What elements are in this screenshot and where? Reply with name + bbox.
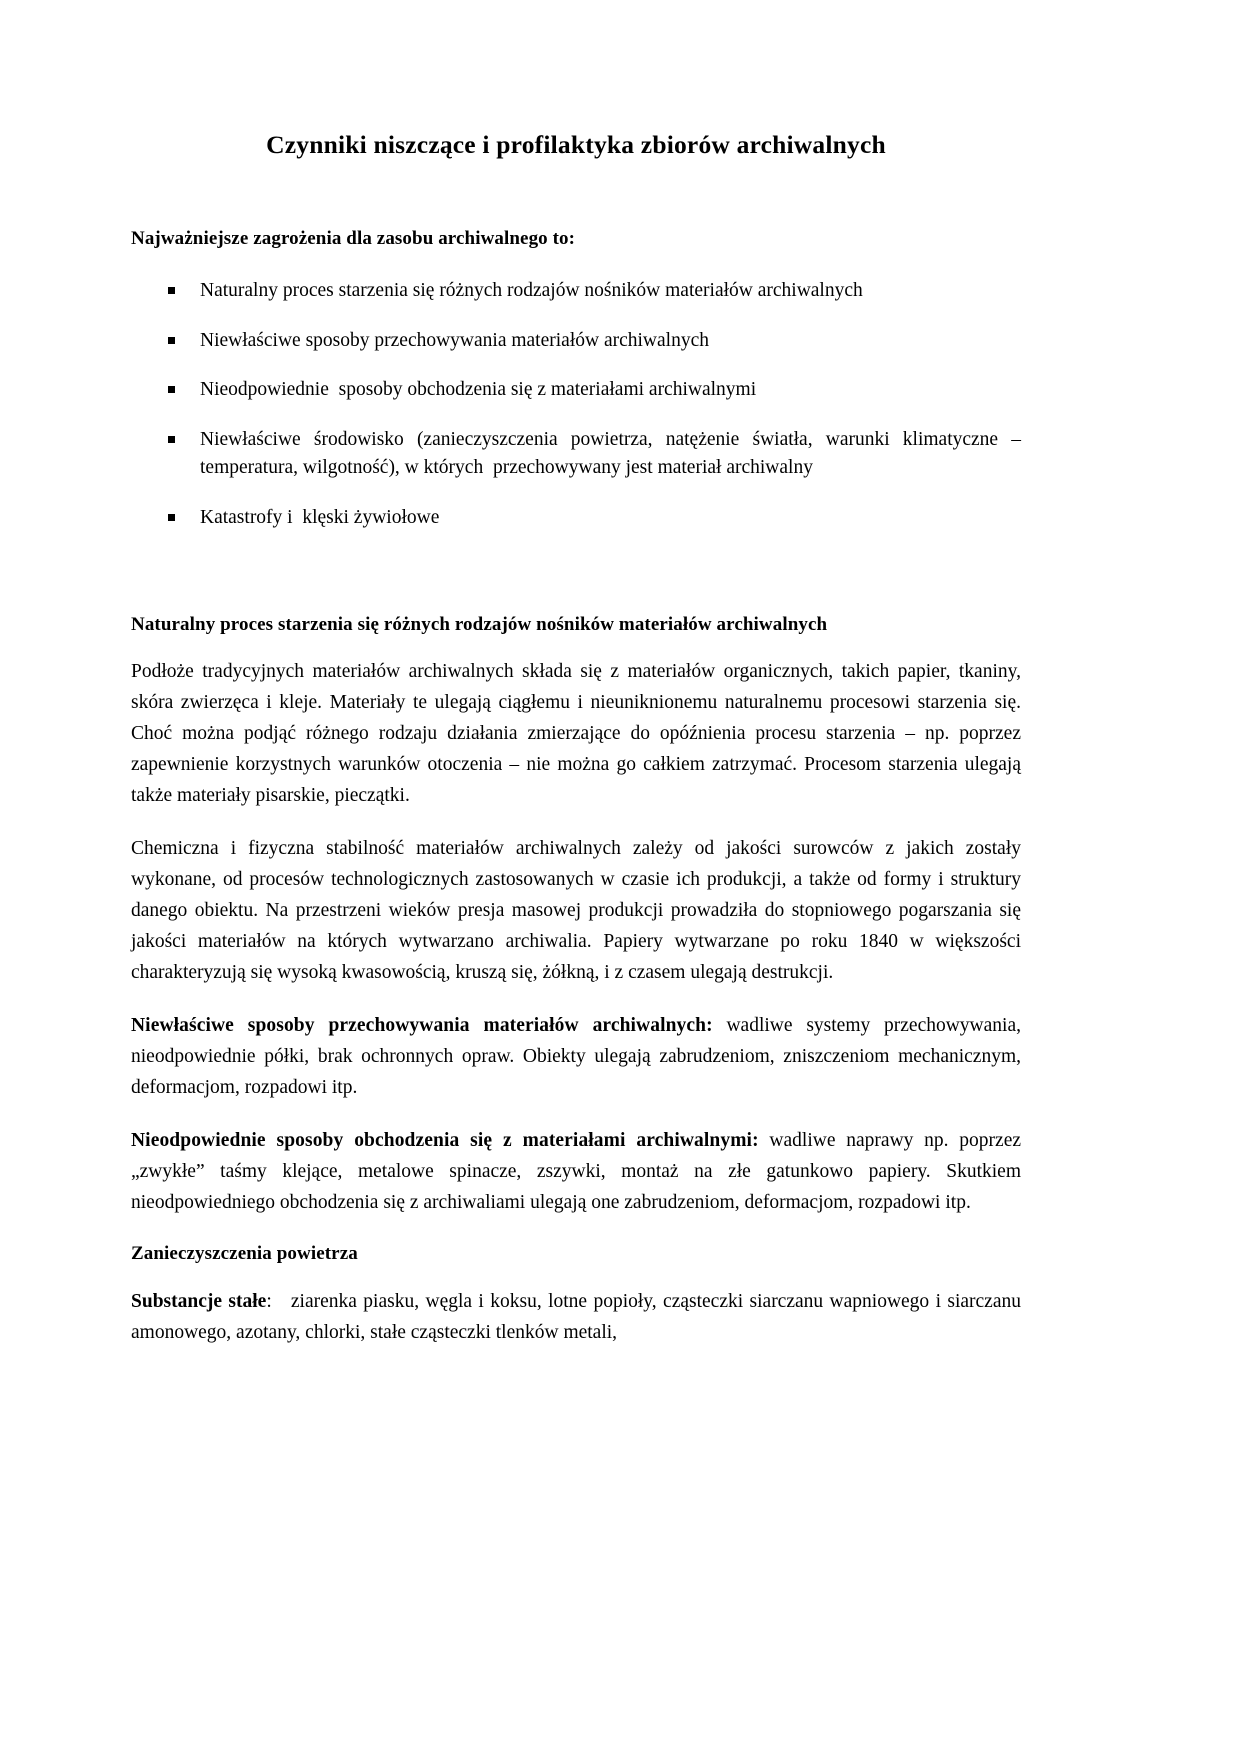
list-item-text: Naturalny proces starzenia się różnych rodzajów nośników materiałów archiwalnych bbox=[200, 280, 863, 302]
runin-heading-improper-handling: Nieodpowiednie sposoby obchodzenia się z materiałami archiwalnymi: bbox=[131, 1129, 759, 1151]
lead-heading: Najważniejsze zagrożenia dla zasobu archiwalnego to: bbox=[131, 227, 576, 249]
section-heading-natural-aging: Naturalny proces starzenia się różnych rodzajów nośników materiałów archiwalnych bbox=[131, 614, 828, 636]
square-bullet-icon bbox=[168, 514, 175, 521]
square-bullet-icon bbox=[168, 337, 175, 344]
list-item bbox=[131, 376, 1021, 404]
runin-heading-solid-substances: Substancje stałe bbox=[131, 1291, 267, 1313]
hazards-list bbox=[131, 251, 1026, 532]
list-item-text: Niewłaściwe sposoby przechowywania materiałów archiwalnych bbox=[200, 329, 709, 351]
runin-body-improper-handling: wadliwe naprawy np. poprzez „zwykłe” taśmy klejące, metalowe spinacze, zszywki, montaż na złe gatunkowo papiery. Skutkiem nieodpowiedniego obchodzenia się z archiwaliami ulegają one zabrudzeniom, deformacjom, rozpadowi itp. bbox=[131, 1129, 1022, 1213]
runin-heading-improper-storage: Niewłaściwe sposoby przechowywania materiałów archiwalnych: bbox=[131, 1014, 713, 1036]
list-item bbox=[131, 504, 1021, 532]
paragraph-improper-storage bbox=[131, 988, 1021, 1103]
square-bullet-icon bbox=[168, 436, 175, 443]
list-item bbox=[131, 426, 1026, 483]
square-bullet-icon bbox=[168, 386, 175, 393]
paragraph-improper-handling bbox=[131, 1103, 1021, 1218]
list-item-text: Niewłaściwe środowisko (zanieczyszczenia powietrza, natężenie światła, warunki klimatyczne – temperatura, wilgotność), w których przechowywany jest materiał archiwalny bbox=[200, 428, 1026, 479]
paragraph-natural-aging-1: Podłoże tradycyjnych materiałów archiwalnych składa się z materiałów organicznych, takich papier, tkaniny, skóra zwierzęca i kleje. Materiały te ulegają ciągłemu i nieuniknionemu naturalnemu procesowi starzenia się. Choć można podjąć różnego rodzaju działania zmierzające do opóźnienia procesu starzenia – np. poprzez zapewnienie korzystnych warunków otoczenia – nie można go całkiem zatrzymać. Procesom starzenia ulegają także materiały pisarskie, pieczątki. bbox=[131, 660, 1021, 806]
list-item bbox=[131, 277, 1021, 305]
runin-body-improper-storage: wadliwe systemy przechowywania, nieodpowiednie półki, brak ochronnych opraw. Obiekty ulegają zabrudzeniom, zniszczeniom mechanicznym, deformacjom, rozpadowi itp. bbox=[131, 1014, 1021, 1098]
paragraph-solid-substances bbox=[131, 1266, 1026, 1348]
runin-body-solid-substances: : ziarenka piasku, węgla i koksu, lotne popioły, cząsteczki siarczanu wapniowego i siarczanu amonowego, azotany, chlorki, stałe cząsteczki tlenków metali, bbox=[131, 1291, 1026, 1344]
list-item bbox=[131, 327, 1021, 355]
list-item-text: Nieodpowiednie sposoby obchodzenia się z materiałami archiwalnymi bbox=[200, 379, 757, 401]
square-bullet-icon bbox=[168, 287, 175, 294]
section-heading-air-pollution: Zanieczyszczenia powietrza bbox=[131, 1242, 358, 1264]
page-content bbox=[131, 0, 1026, 1348]
paragraph-natural-aging-2: Chemiczna i fizyczna stabilność materiałów archiwalnych zależy od jakości surowców z jakich zostały wykonane, od procesów technologicznych zastosowanych w czasie ich produkcji, a także od formy i struktury danego obiektu. Na przestrzeni wieków presja masowej produkcji prowadziła do stopniowego pogarszania się jakości materiałów na których wytwarzano archiwalia. Papiery wytwarzane po roku 1840 w większości charakteryzują się wysoką kwasowością, kruszą się, żółkną, i z czasem ulegają destrukcji. bbox=[131, 837, 1021, 983]
list-item-text: Katastrofy i klęski żywiołowe bbox=[200, 506, 440, 528]
page-title: Czynniki niszczące i profilaktyka zbiorów archiwalnych bbox=[266, 130, 886, 159]
